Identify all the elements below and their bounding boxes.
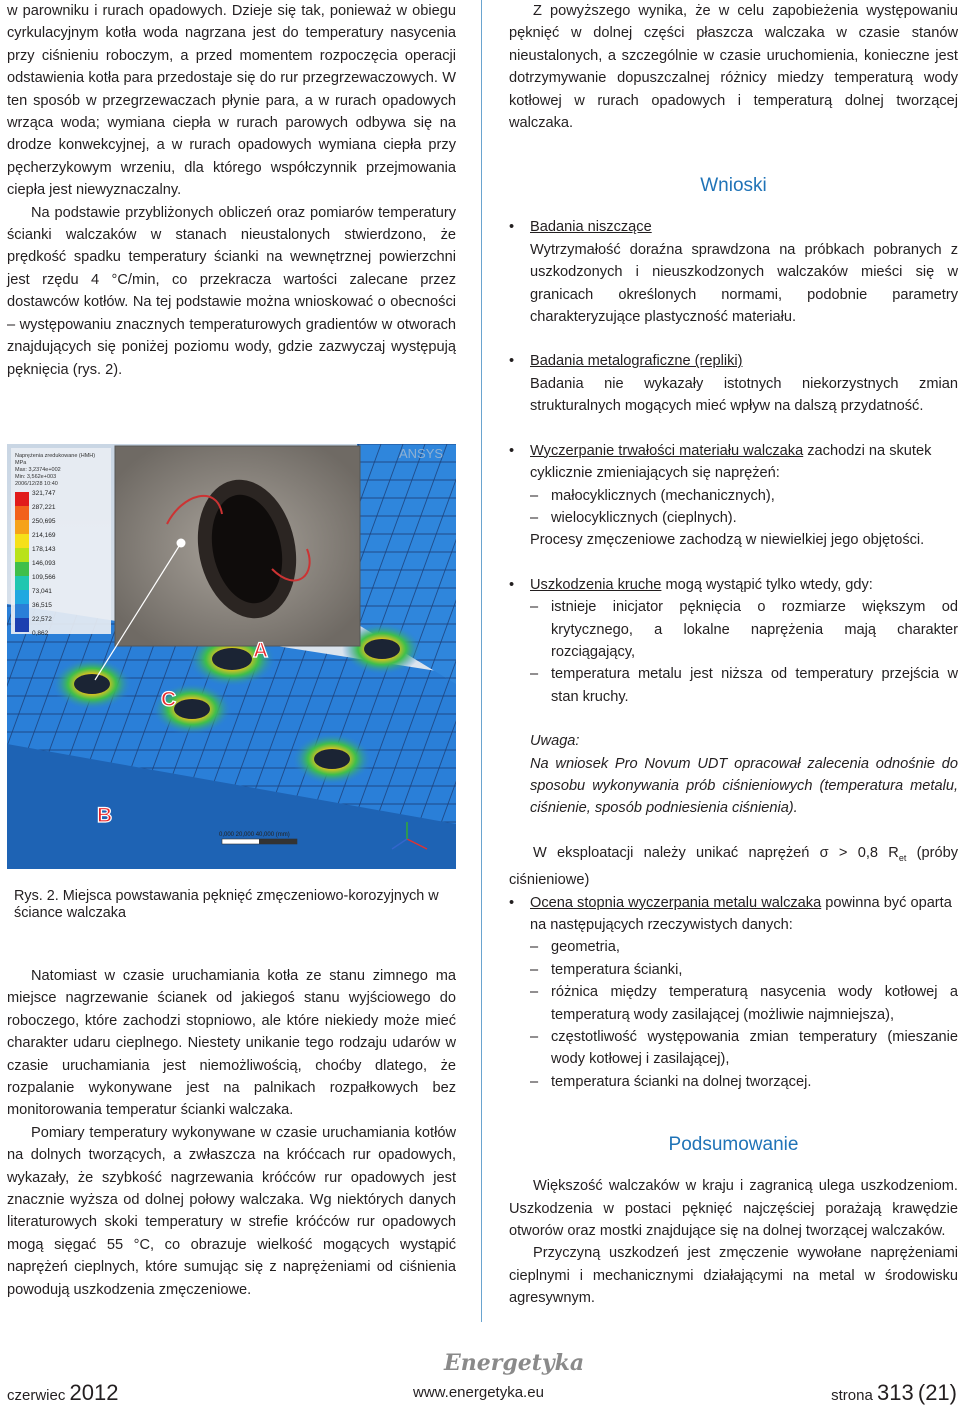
sub-list <box>530 485 958 530</box>
caption-text: Miejsca powstawania pęknięć zmęczeniowo-korozyjnych w ściance walczaka <box>14 888 439 921</box>
list-item <box>509 892 958 1094</box>
list-item <box>509 350 958 417</box>
item-title: Uszkodzenia kruche <box>530 576 662 593</box>
legend-value: 214,169 <box>32 532 56 539</box>
footer-month: czerwiec <box>7 1387 66 1404</box>
label-a: A <box>253 639 269 662</box>
list-item <box>509 574 958 708</box>
subscript: et <box>898 852 907 863</box>
legend-value: 250,695 <box>32 518 56 525</box>
item-text: Procesy zmęczeniowe zachodzą w niewielkiej jego objętości. <box>530 532 925 549</box>
legend-value: 178,143 <box>32 546 56 553</box>
item-title: Wyczerpanie trwałości materiału walczaka <box>530 442 804 459</box>
column-divider <box>481 0 482 1322</box>
legend-value: 22,572 <box>32 616 52 623</box>
note-block <box>509 730 958 820</box>
footer-date <box>7 1380 118 1406</box>
legend-value: 36,515 <box>32 602 52 609</box>
footer-page-number: 313 <box>876 1380 914 1405</box>
figure-caption <box>14 888 456 922</box>
fem-stress-image <box>7 444 456 869</box>
sub-item: – różnica między temperaturą nasycenia wody kotłowej a temperaturą wody zasilającej (możliwie najmniejsza), <box>530 981 958 1026</box>
legend-value: 73,041 <box>32 588 52 595</box>
inset-photo <box>95 446 360 680</box>
paragraph: Przyczyną uszkodzeń jest zmęczenie wywołane naprężeniami cieplnymi i mechanicznymi działającymi na metal w środowisku agresywnym. <box>509 1245 958 1307</box>
left-column-lower <box>7 965 456 1301</box>
left-column <box>7 0 456 381</box>
sub-item: – małocyklicznych (mechanicznych), <box>530 485 958 507</box>
assessment-list <box>509 892 958 1094</box>
hole-lower-right <box>292 733 372 785</box>
note-text: Na wniosek Pro Novum UDT opracował zalecenia odnośnie do sposobu wykonywania prób ciśnieniowych (temperatura metalu, ciśnienie, sposób podniesienia ciśnienia). <box>530 755 958 817</box>
legend-header: Min: 3,562e+003 <box>15 474 57 480</box>
stress-legend <box>11 448 111 637</box>
legend-header: Naprężenia zredukowane (HMH) <box>15 453 96 459</box>
sub-item: – geometria, <box>530 936 958 958</box>
sub-item: – istnieje inicjator pęknięcia o rozmiarze większym od krytycznego, a lokalne naprężenia mają charakter rozciągający, <box>530 596 958 663</box>
item-text: powinna być oparta na następujących rzeczywistych danych: <box>530 894 952 933</box>
paragraph: Większość walczaków w kraju i zagranicą ulega uszkodzeniom. Uszkodzenia w postaci pęknięć najczęściej porażają krawędzie otworów oraz mostki znajdujące się na dolnej tworzącej walczaków. <box>509 1178 958 1239</box>
footer-url[interactable]: www.energetyka.eu <box>413 1384 544 1401</box>
item-text: mogą wystąpić tylko wtedy, gdy: <box>661 576 873 593</box>
sub-item: – częstotliwość występowania zmian temperatury (mieszanie wody kotłowej i zasilającej), <box>530 1026 958 1071</box>
label-c: C <box>161 688 177 711</box>
list-item <box>509 216 958 328</box>
legend-header: 2006/12/28 10:40 <box>15 481 58 487</box>
paragraph: Pomiary temperatury wykonywane w czasie uruchamiania kotłów na dolnych tworzących, a zwłaszcza na króćcach rur opadowych, wykazały, że szybkość nagrzewania króćców rur opadowych jest znacznie wyższa od dolnej połowy walczaka. Wg niektórych danych literaturowych skoki temperatury w strefie króćców rur opadowych mogą sięgać 55 °C, co obrazuje wielkość mogących wystąpić naprężeń cieplnych, które sumując się z naprężeniami od ciśnienia powodują uszkodzenia zmęczeniowe. <box>7 1124 456 1298</box>
paragraph: w parowniku i rurach opadowych. Dzieje się tak, ponieważ w obiegu cyrkulacyjnym kotła woda nagrzana jest do temperatury nasycenia przy ciśnieniu roboczym, a przed momentem rozpoczęcia operacji odstawienia kotła para przedostaje się do rur przegrzewaczowych. W ten sposób w przegrzewaczach płynie para, a w rurach opadowych wrząca woda; wymiana ciepła w rurach parowych odbywa się na drodze konwekcyjnej, a w rurach opadowych wymiana ciepła przy pęcherzykowym wrzeniu, dla którego współczynnik przejmowania ciepła jest niewyznaczalny. <box>7 3 456 199</box>
legend-value: 287,221 <box>32 504 56 511</box>
legend-value: 0,862 <box>32 630 49 637</box>
paragraph: Z powyższego wynika, że w celu zapobieżenia występowaniu pęknięć w dolnej części płaszcza walczaka w czasie stanów nieustalonych, a szczególnie w czasie uruchomienia, konieczne jest dotrzymywanie dopuszczalnej różnicy miedzy temperaturą wody kotłowej w rurach opadowych i temperaturą dolnej tworzącej walczaka. <box>509 3 958 132</box>
legend-value: 321,747 <box>32 490 56 497</box>
energetyka-logo: Energetyka <box>444 1350 585 1376</box>
item-text: zachodzi na skutek cyklicznie zmieniających się naprężeń: <box>530 442 932 482</box>
footer-year: 2012 <box>69 1380 119 1405</box>
footer-page-word: strona <box>831 1387 873 1404</box>
item-title: Badania metalograficzne (repliki) <box>530 353 743 370</box>
paragraph: Na podstawie przybliżonych obliczeń oraz pomiarów temperatury ścianki walczaków w stanach nieustalonych stwierdzono, że prędkość spadku temperatury ścianki na wewnętrznej powierzchni jest rzędu 4 °C/min, co przekracza wartości zalecane przez dostawców kotłów. Na tej podstawie można wnioskować o obecności – występowaniu znacznych temperaturowych gradientów w otworach znajdujących się poniżej poziomu wody, gdzie zazwyczaj występują pęknięcia (rys. 2). <box>7 204 456 378</box>
legend-value: 109,566 <box>32 574 56 581</box>
ansys-watermark: ANSYS <box>399 446 444 461</box>
legend-header: MPa <box>15 460 27 466</box>
conclusions-list <box>509 216 958 708</box>
sub-item: – wielocyklicznych (cieplnych). <box>530 507 958 529</box>
footer-issue-number: (21) <box>917 1380 957 1405</box>
right-column <box>509 0 958 1310</box>
label-b: B <box>97 804 113 827</box>
item-title: Ocena stopnia wyczerpania metalu walczaka <box>530 894 822 911</box>
legend-value: 146,093 <box>32 560 56 567</box>
text-run: (próby ciśnieniowe) <box>509 844 959 889</box>
figure-fem-drum-wall <box>7 444 456 869</box>
sub-list <box>530 936 958 1093</box>
sub-item: – temperatura ścianki na dolnej tworzącej. <box>530 1071 958 1093</box>
sub-item: – temperatura metalu jest niższa od temperatury przejścia w stan kruchy. <box>530 663 958 708</box>
sub-item: – temperatura ścianki, <box>530 959 958 981</box>
hole-b <box>52 658 132 710</box>
item-text: Badania nie wykazały istotnych niekorzystnych zmian strukturalnych mogących mieć wpływ na dalszą przydatność. <box>530 375 958 415</box>
list-item <box>509 440 958 552</box>
caption-label: Rys. 2. <box>14 888 59 904</box>
legend-header: Max: 3,2374e+002 <box>15 467 61 473</box>
paragraph: Natomiast w czasie uruchamiania kotła ze stanu zimnego ma miejsce nagrzewanie ścianek od jakiegoś stanu wyjściowego do roboczego, które zachodzi stopniowo, ale które niekiedy może mieć charakter udaru cieplnego. Niestety unikanie tego rodzaju udarów w czasie uruchamiania jest niemożliwością, choćby dlatego, że rozpalanie wykonywane jest na palnikach rozpałkowych bez monitorowania temperatur ścianki walczaka. <box>7 968 456 1119</box>
item-text: Wytrzymałość doraźna sprawdzona na próbkach pobranych z uszkodzonych i nieuszkodzonych walczaków mieści się w granicach określonych normami, podobnie parametry charakteryzujące plastyczność materiału. <box>530 241 958 326</box>
scale-label: 0,000 20,000 40,000 (mm) <box>219 832 290 838</box>
section-heading-podsumowanie: Podsumowanie <box>668 1134 799 1156</box>
sub-list <box>530 596 958 708</box>
note-label: Uwaga: <box>530 733 580 750</box>
paragraph <box>509 842 958 892</box>
item-title: Badania niszczące <box>530 219 652 236</box>
section-heading-wnioski: Wnioski <box>700 175 767 197</box>
text-run: W eksploatacji należy unikać naprężeń σ > 0,8 R <box>533 844 899 861</box>
footer-page <box>831 1380 957 1406</box>
